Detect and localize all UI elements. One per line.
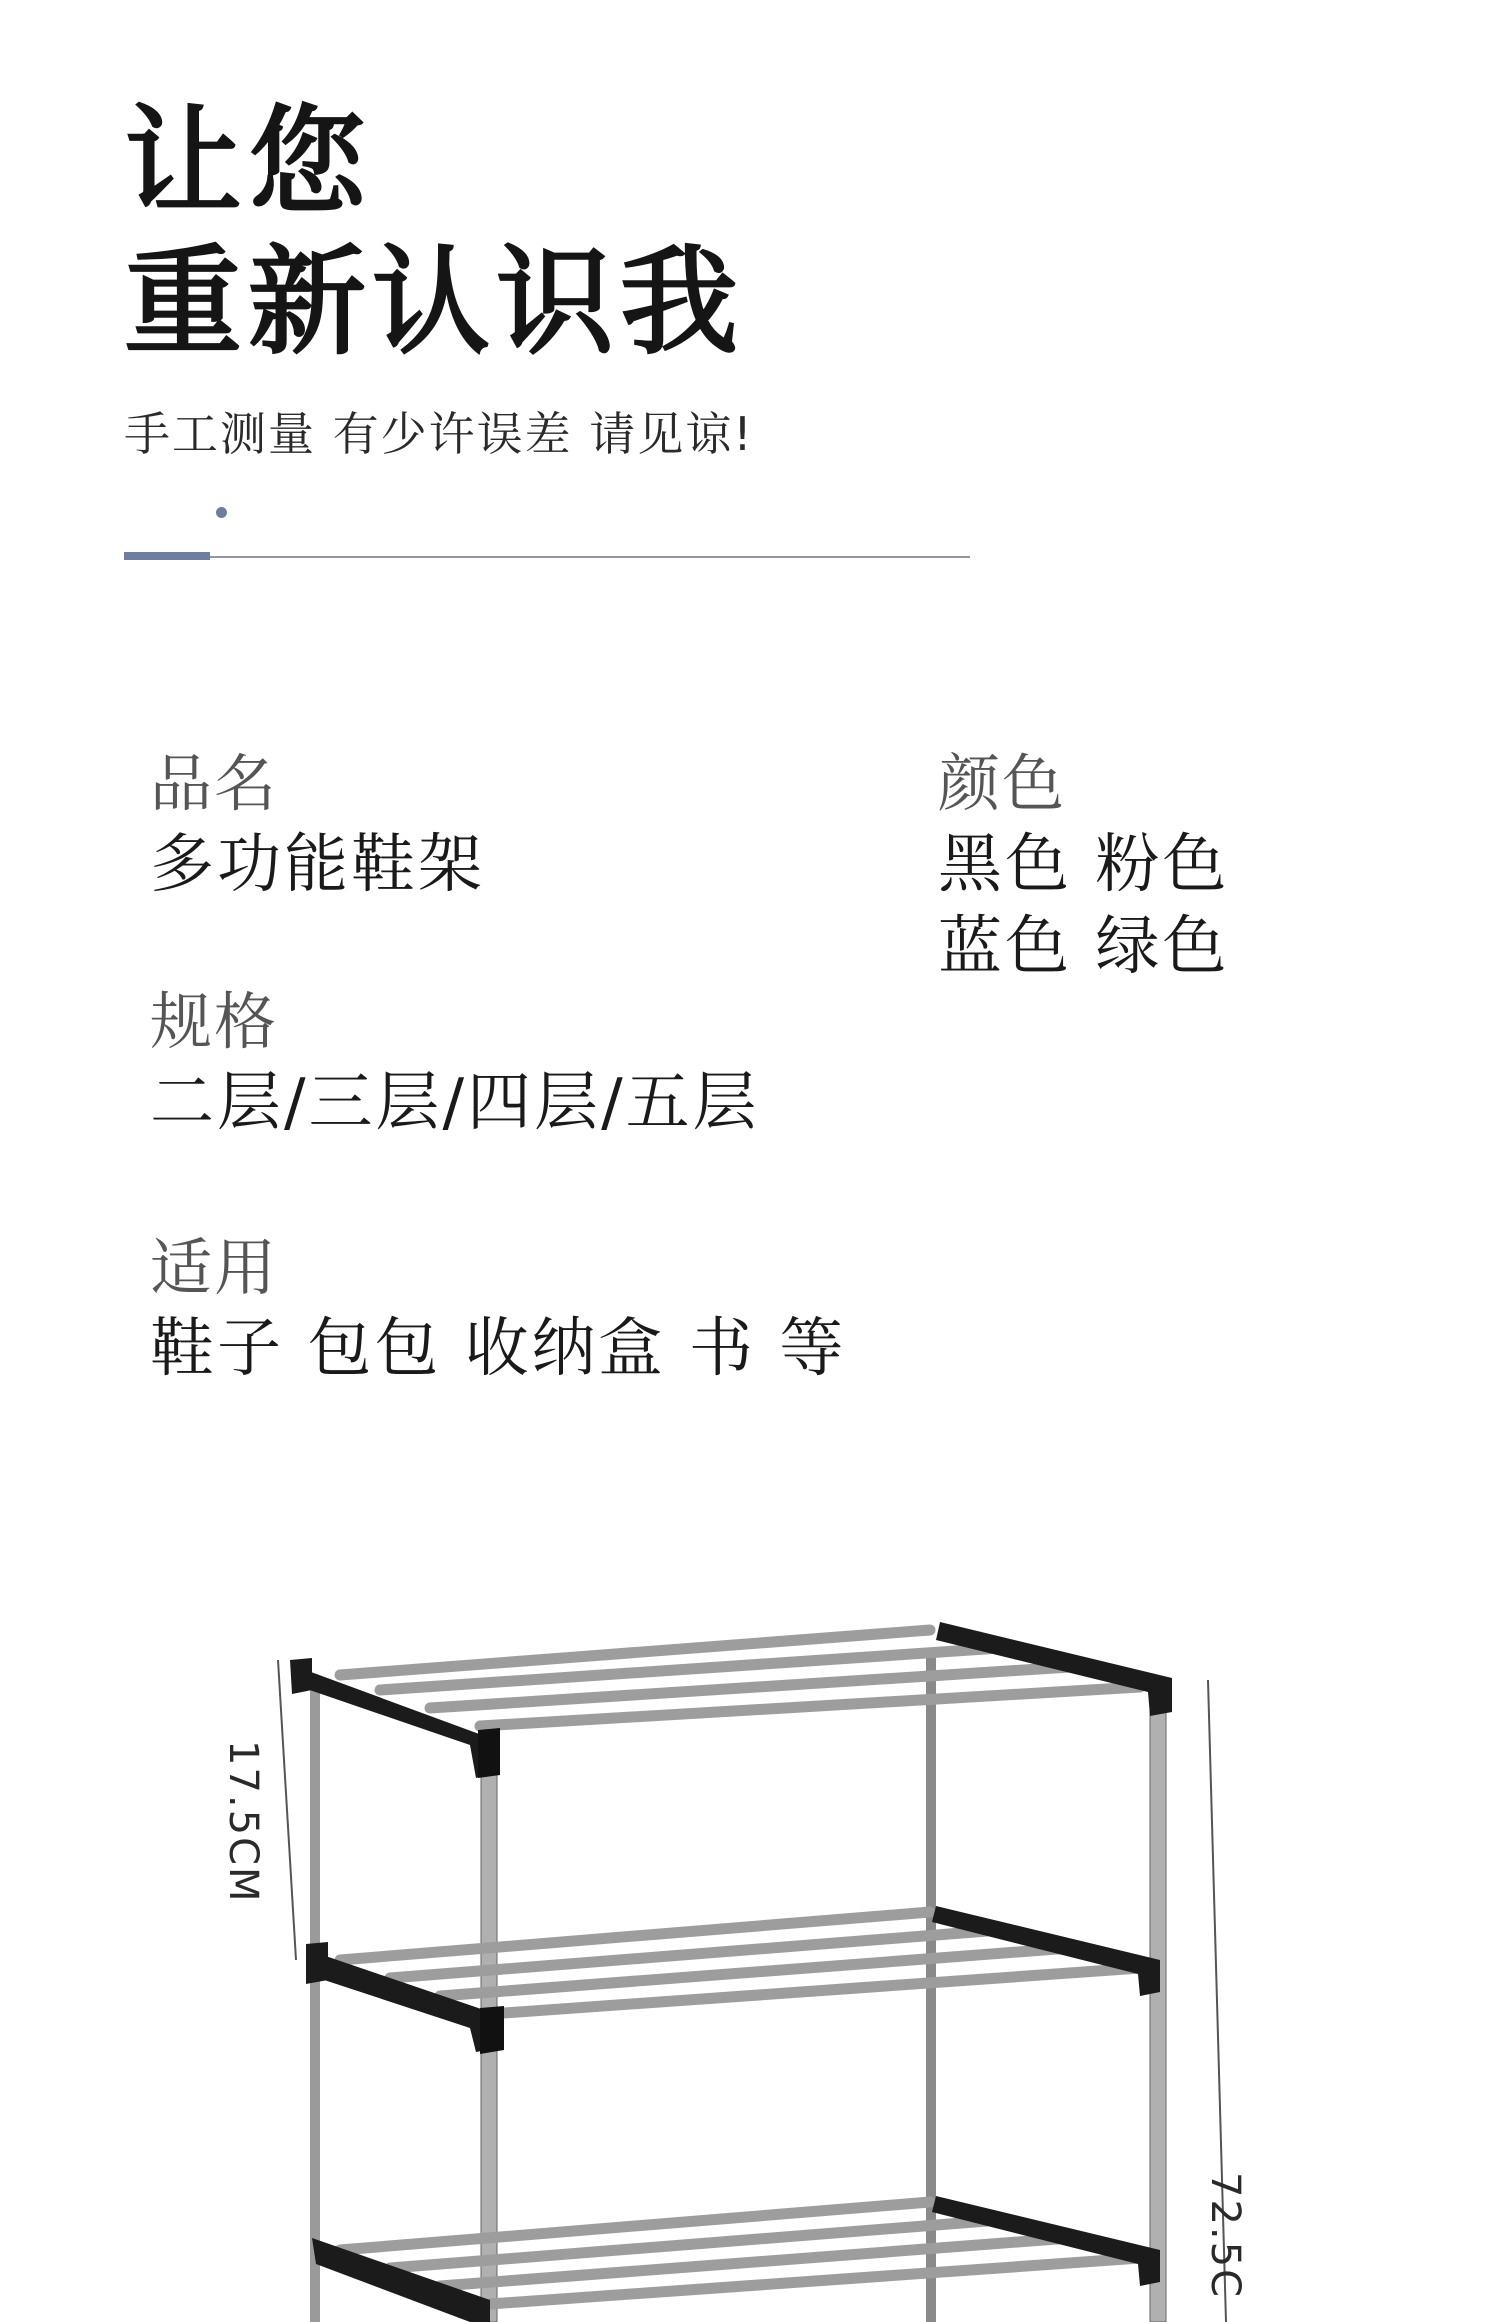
front-right-post bbox=[1150, 1710, 1166, 2322]
spec-product-name bbox=[150, 744, 485, 906]
spec-label: 颜色 bbox=[938, 747, 1067, 820]
spec-label: 规格 bbox=[150, 985, 279, 1058]
headline-line-1: 让您 bbox=[124, 93, 373, 231]
shoe-rack-image bbox=[0, 1560, 1500, 2322]
dimension-label-shelf-gap: 17.5CM bbox=[220, 1740, 266, 1904]
dimension-label-height: 72.5C bbox=[1202, 2172, 1248, 2299]
spec-label: 适用 bbox=[150, 1231, 279, 1304]
spec-value: 蓝色 绿色 bbox=[938, 910, 1230, 984]
decorative-dot bbox=[216, 507, 227, 518]
spec-label: 品名 bbox=[150, 747, 279, 820]
headline-line-2: 重新认识我 bbox=[124, 233, 745, 371]
middle-frame-left bbox=[308, 1950, 498, 2052]
divider-accent bbox=[124, 552, 210, 560]
divider-line bbox=[124, 556, 970, 558]
spec-sizes bbox=[150, 982, 760, 1144]
spec-value: 二层/三层/四层/五层 bbox=[150, 1066, 760, 1140]
spec-value: 鞋子 包包 收纳盒 书 等 bbox=[150, 1312, 847, 1386]
headline bbox=[124, 92, 744, 372]
spec-value: 多功能鞋架 bbox=[150, 828, 485, 902]
spec-colors bbox=[938, 744, 1229, 988]
spec-usage bbox=[150, 1228, 846, 1390]
back-left-post bbox=[310, 1690, 320, 2322]
spec-value: 黑色 粉色 bbox=[938, 828, 1230, 902]
measurement-note: 手工测量 有少许误差 请见谅! bbox=[124, 407, 754, 461]
dimension-line-left bbox=[278, 1660, 296, 1960]
